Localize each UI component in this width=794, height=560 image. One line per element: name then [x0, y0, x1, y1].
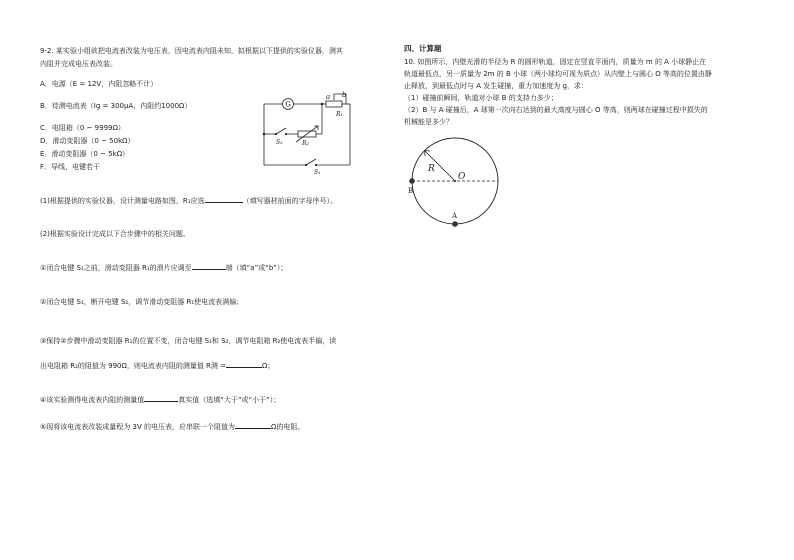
part-2: (2)根据实验设计完成以下合步骤中的相关问题。 — [40, 230, 190, 238]
r2-label: R₂ — [302, 140, 309, 147]
answer-blank-3[interactable] — [226, 360, 262, 368]
step-1 — [40, 262, 287, 273]
option-d: D．滑动变阻器（0 ~ 50kΩ） — [40, 137, 135, 145]
question-intro-line-2: 内阻并完成电压表改装。 — [40, 60, 117, 68]
label-a: A — [452, 212, 458, 220]
s1-label: S₁ — [314, 169, 321, 176]
step-1-suffix: 端（填“a”或“b”）； — [225, 264, 288, 272]
step-4-suffix: 真实值（选填“大于”或“小于”）； — [178, 396, 281, 404]
option-a: A．电源（E = 12V，内阻忽略不计） — [40, 80, 158, 88]
label-b: B — [408, 187, 414, 195]
circular-track-figure — [400, 136, 512, 236]
step-3-line-1: ③保持②步骤中滑动变阻器 R₁的位置不变，闭合电键 S₁和 S₂，调节电阻箱 R₂使电流表半偏，读 — [40, 337, 337, 345]
option-b: B．待测电流表（Ig = 300μA，内阻约1000Ω） — [40, 102, 192, 110]
ball-a — [452, 221, 458, 227]
circuit-diagram — [258, 90, 358, 176]
step-5-suffix: Ω的电阻。 — [270, 423, 305, 431]
part-1-prefix: (1)根据提供的实验仪器，设计测量电路如图，R₁应选 — [40, 197, 205, 205]
ball-b — [409, 178, 415, 184]
option-e: E．滑动变阻器（0 ~ 5kΩ） — [40, 150, 130, 158]
terminal-b-label: b — [342, 91, 347, 99]
option-c: C．电阻箱（0 ~ 9999Ω） — [40, 124, 125, 132]
q10-line-3: 止释放，到最低点时与 A 发生碰撞，重力加速度为 g，求： — [404, 82, 588, 90]
step-5-prefix: ⑤现将该电流表改装成量程为 3V 的电压表，应串联一个阻值为 — [40, 423, 235, 431]
question-intro-line-1: 9-2. 某实验小组欲把电流表改装为电压表，因电流表内阻未知，拟根据以下提供的实验仪器，测其 — [40, 47, 343, 55]
q10-line-1: 10. 如图所示，内壁光滑的半径为 R 的圆形轨道，固定在竖直平面内，质量为 m 的 A 小球静止在 — [404, 58, 707, 66]
section-title: 四、计算题 — [404, 44, 442, 53]
step-1-prefix: ①闭合电键 S₁之前，滑动变阻器 R₁的滑片应调至 — [40, 264, 192, 272]
terminal-a-label: a — [326, 93, 331, 101]
label-o: O — [458, 172, 466, 182]
step-5 — [40, 421, 304, 432]
galvanometer-label: G — [285, 100, 291, 109]
center-point-o — [454, 180, 456, 182]
q10-sub-1: （1）碰撞前瞬间，轨道对小球 B 的支持力多少； — [404, 94, 558, 102]
step-4 — [40, 394, 280, 405]
option-f: F．导线、电键若干 — [40, 163, 101, 171]
answer-blank-4[interactable] — [144, 394, 178, 402]
part-1-suffix: （填写器材前面的字母序号）。 — [242, 197, 338, 205]
r1-label: R₁ — [336, 111, 343, 118]
answer-blank-2[interactable] — [192, 262, 226, 270]
answer-blank-1[interactable] — [205, 195, 243, 203]
q10-line-2: 轨道最低点，另一质量为 2m 的 B 小球（两小球均可视为质点）从内壁上与圆心 O 等高的位置由静 — [404, 70, 712, 78]
step-3-prefix: 出电阻箱 R₂的阻值为 990Ω，则电流表内阻的测量值 R测 = — [40, 362, 227, 370]
s2-label: S₂ — [276, 139, 283, 146]
step-2: ②闭合电键 S₁，断开电键 S₂，调节滑动变阻器 R₁使电流表满偏； — [40, 298, 244, 306]
q10-sub-2-line-1: （2）B 与 A 碰撞后，A 球第一次向右达到的最大高度与圆心 O 等高，则两球在碰撞过程中损失的 — [404, 106, 708, 114]
q10-sub-2-line-2: 机械能是多少？ — [404, 118, 453, 126]
answer-blank-5[interactable] — [235, 421, 271, 429]
step-3-line-2 — [40, 360, 274, 371]
part-1 — [40, 195, 337, 206]
step-3-suffix: Ω； — [262, 362, 275, 370]
label-r: R — [428, 164, 435, 174]
step-4-prefix: ④该实验测得电流表内阻的测量值 — [40, 396, 145, 404]
